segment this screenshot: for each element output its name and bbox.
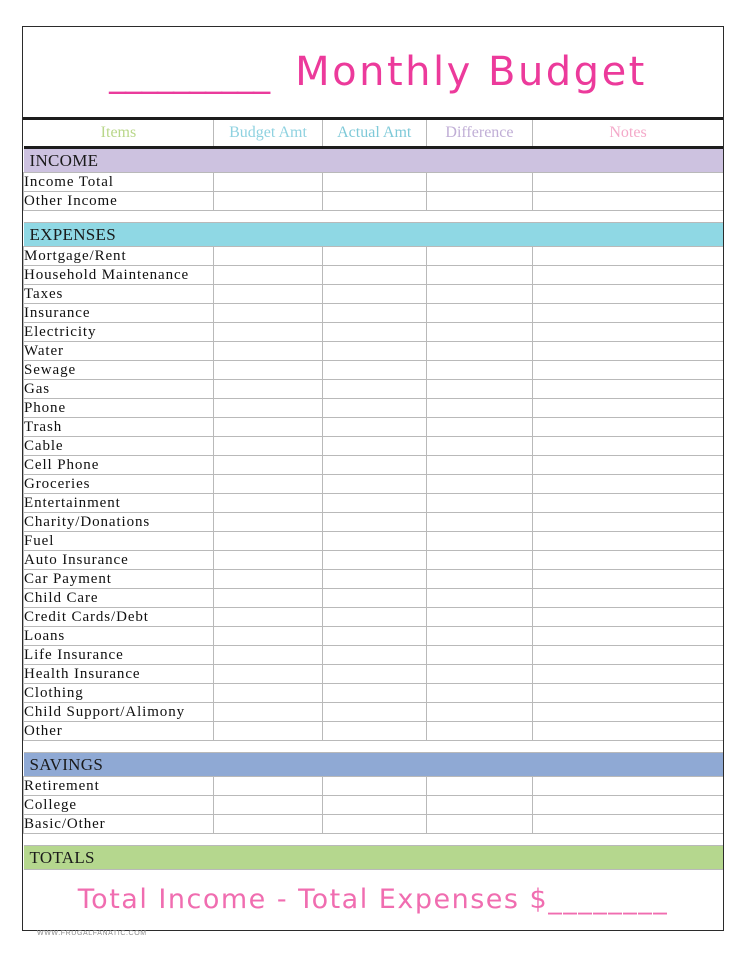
cell-notes[interactable] <box>533 456 723 475</box>
cell-difference[interactable] <box>426 192 532 211</box>
table-row <box>24 513 724 532</box>
table-row <box>24 722 724 741</box>
row-label: Child Support/Alimony <box>24 703 214 722</box>
cell-notes[interactable] <box>533 475 723 494</box>
cell-actual[interactable] <box>322 173 426 192</box>
cell-difference[interactable] <box>426 608 532 627</box>
cell-notes[interactable] <box>533 722 723 741</box>
spacer-cell <box>322 741 426 753</box>
cell-budget[interactable] <box>214 646 322 665</box>
cell-difference[interactable] <box>426 551 532 570</box>
row-label: Mortgage/Rent <box>24 247 214 266</box>
cell-actual[interactable] <box>322 627 426 646</box>
cell-notes[interactable] <box>533 703 723 722</box>
cell-difference[interactable] <box>426 796 532 815</box>
cell-actual[interactable] <box>322 684 426 703</box>
row-label: Water <box>24 342 214 361</box>
cell-difference[interactable] <box>426 304 532 323</box>
cell-budget[interactable] <box>214 192 322 211</box>
table-row <box>24 608 724 627</box>
cell-budget[interactable] <box>214 777 322 796</box>
column-header-items: Items <box>24 120 214 148</box>
cell-budget[interactable] <box>214 796 322 815</box>
row-label: Car Payment <box>24 570 214 589</box>
cell-actual[interactable] <box>322 777 426 796</box>
cell-actual[interactable] <box>322 266 426 285</box>
cell-notes[interactable] <box>533 173 723 192</box>
cell-difference[interactable] <box>426 589 532 608</box>
row-label: Sewage <box>24 361 214 380</box>
section-band-income <box>24 148 724 173</box>
cell-actual[interactable] <box>322 589 426 608</box>
cell-difference[interactable] <box>426 646 532 665</box>
table-header-row <box>24 120 724 148</box>
section-band-cell <box>533 148 723 173</box>
cell-notes[interactable] <box>533 285 723 304</box>
cell-difference[interactable] <box>426 380 532 399</box>
cell-notes[interactable] <box>533 570 723 589</box>
row-label: Loans <box>24 627 214 646</box>
cell-difference[interactable] <box>426 665 532 684</box>
cell-budget[interactable] <box>214 173 322 192</box>
cell-difference[interactable] <box>426 173 532 192</box>
row-label: Credit Cards/Debt <box>24 608 214 627</box>
cell-actual[interactable] <box>322 418 426 437</box>
cell-actual[interactable] <box>322 285 426 304</box>
cell-actual[interactable] <box>322 323 426 342</box>
section-band-cell <box>214 753 322 777</box>
row-label: Auto Insurance <box>24 551 214 570</box>
cell-budget[interactable] <box>214 570 322 589</box>
section-band-cell <box>214 223 322 247</box>
cell-budget[interactable] <box>214 247 322 266</box>
cell-budget[interactable] <box>214 399 322 418</box>
table-row <box>24 627 724 646</box>
row-label: Other <box>24 722 214 741</box>
row-label: Fuel <box>24 532 214 551</box>
cell-difference[interactable] <box>426 777 532 796</box>
cell-actual[interactable] <box>322 456 426 475</box>
cell-budget[interactable] <box>214 722 322 741</box>
table-row <box>24 304 724 323</box>
cell-actual[interactable] <box>322 665 426 684</box>
table-row <box>24 551 724 570</box>
table-row <box>24 437 724 456</box>
table-row <box>24 703 724 722</box>
cell-difference[interactable] <box>426 627 532 646</box>
cell-notes[interactable] <box>533 627 723 646</box>
section-band-cell <box>533 753 723 777</box>
row-label: Electricity <box>24 323 214 342</box>
cell-budget[interactable] <box>214 532 322 551</box>
row-label: Other Income <box>24 192 214 211</box>
table-row <box>24 589 724 608</box>
row-label: Health Insurance <box>24 665 214 684</box>
cell-difference[interactable] <box>426 418 532 437</box>
section-band-cell <box>533 223 723 247</box>
cell-actual[interactable] <box>322 796 426 815</box>
cell-budget[interactable] <box>214 380 322 399</box>
cell-budget[interactable] <box>214 513 322 532</box>
row-label: Cable <box>24 437 214 456</box>
table-row <box>24 247 724 266</box>
cell-notes[interactable] <box>533 796 723 815</box>
cell-actual[interactable] <box>322 494 426 513</box>
row-label: Retirement <box>24 777 214 796</box>
cell-notes[interactable] <box>533 608 723 627</box>
budget-sheet <box>22 26 724 937</box>
cell-budget[interactable] <box>214 684 322 703</box>
cell-budget[interactable] <box>214 361 322 380</box>
section-band-expenses <box>24 223 724 247</box>
cell-actual[interactable] <box>322 513 426 532</box>
cell-notes[interactable] <box>533 380 723 399</box>
row-label: Insurance <box>24 304 214 323</box>
cell-budget[interactable] <box>214 475 322 494</box>
row-label: College <box>24 796 214 815</box>
table-row <box>24 684 724 703</box>
spacer-cell <box>533 741 723 753</box>
spacer-cell <box>214 211 322 223</box>
month-blank-line[interactable]: __________ <box>109 55 270 95</box>
section-band-savings <box>24 753 724 777</box>
row-label: Income Total <box>24 173 214 192</box>
row-label: Charity/Donations <box>24 513 214 532</box>
spacer-cell <box>426 834 532 846</box>
spacer-cell <box>426 741 532 753</box>
section-band-cell <box>214 846 322 870</box>
section-band-cell <box>426 148 532 173</box>
spacer-cell <box>214 741 322 753</box>
table-row <box>24 532 724 551</box>
section-band-totals <box>24 846 724 870</box>
cell-actual[interactable] <box>322 342 426 361</box>
cell-notes[interactable] <box>533 777 723 796</box>
cell-difference[interactable] <box>426 361 532 380</box>
cell-notes[interactable] <box>533 494 723 513</box>
cell-notes[interactable] <box>533 589 723 608</box>
cell-budget[interactable] <box>214 285 322 304</box>
table-row <box>24 173 724 192</box>
table-row <box>24 796 724 815</box>
page-title: Monthly Budget <box>295 49 647 95</box>
section-band-cell <box>322 148 426 173</box>
cell-notes[interactable] <box>533 513 723 532</box>
cell-notes[interactable] <box>533 361 723 380</box>
cell-budget[interactable] <box>214 703 322 722</box>
row-label: Life Insurance <box>24 646 214 665</box>
cell-notes[interactable] <box>533 532 723 551</box>
title-row <box>23 27 723 120</box>
budget-table <box>23 120 723 870</box>
row-label: Basic/Other <box>24 815 214 834</box>
table-row <box>24 266 724 285</box>
section-band-cell <box>426 753 532 777</box>
spacer-cell <box>533 211 723 223</box>
cell-budget[interactable] <box>214 418 322 437</box>
cell-notes[interactable] <box>533 551 723 570</box>
cell-actual[interactable] <box>322 646 426 665</box>
row-label: Entertainment <box>24 494 214 513</box>
cell-difference[interactable] <box>426 684 532 703</box>
table-row <box>24 494 724 513</box>
row-spacer <box>24 834 724 846</box>
section-title-savings: SAVINGS <box>24 753 214 777</box>
cell-budget[interactable] <box>214 437 322 456</box>
cell-notes[interactable] <box>533 399 723 418</box>
spacer-cell <box>322 834 426 846</box>
cell-difference[interactable] <box>426 342 532 361</box>
totals-formula[interactable]: Total Income - Total Expenses $________ <box>77 884 669 915</box>
site-credit: WWW.FRUGALFANATIC.COM <box>37 930 147 937</box>
column-header-notes: Notes <box>533 120 723 148</box>
table-row <box>24 646 724 665</box>
cell-difference[interactable] <box>426 815 532 834</box>
cell-difference[interactable] <box>426 437 532 456</box>
cell-actual[interactable] <box>322 304 426 323</box>
spacer-cell <box>426 211 532 223</box>
cell-budget[interactable] <box>214 323 322 342</box>
cell-actual[interactable] <box>322 361 426 380</box>
cell-budget[interactable] <box>214 304 322 323</box>
column-header-budget: Budget Amt <box>214 120 322 148</box>
row-label: Phone <box>24 399 214 418</box>
cell-actual[interactable] <box>322 608 426 627</box>
section-band-cell <box>533 846 723 870</box>
cell-budget[interactable] <box>214 608 322 627</box>
section-band-cell <box>214 148 322 173</box>
table-row <box>24 777 724 796</box>
cell-budget[interactable] <box>214 627 322 646</box>
cell-difference[interactable] <box>426 722 532 741</box>
table-row <box>24 570 724 589</box>
row-label: Household Maintenance <box>24 266 214 285</box>
row-label: Cell Phone <box>24 456 214 475</box>
cell-budget[interactable] <box>214 494 322 513</box>
column-header-actual: Actual Amt <box>322 120 426 148</box>
spacer-cell <box>214 834 322 846</box>
table-row <box>24 418 724 437</box>
cell-notes[interactable] <box>533 646 723 665</box>
section-band-cell <box>426 846 532 870</box>
section-title-expenses: EXPENSES <box>24 223 214 247</box>
cell-actual[interactable] <box>322 703 426 722</box>
table-row <box>24 342 724 361</box>
cell-difference[interactable] <box>426 475 532 494</box>
table-row <box>24 323 724 342</box>
row-label: Taxes <box>24 285 214 304</box>
section-band-cell <box>322 753 426 777</box>
cell-notes[interactable] <box>533 437 723 456</box>
section-title-totals: TOTALS <box>24 846 214 870</box>
cell-difference[interactable] <box>426 266 532 285</box>
cell-actual[interactable] <box>322 815 426 834</box>
cell-actual[interactable] <box>322 192 426 211</box>
table-row <box>24 665 724 684</box>
cell-budget[interactable] <box>214 266 322 285</box>
cell-difference[interactable] <box>426 399 532 418</box>
cell-difference[interactable] <box>426 456 532 475</box>
cell-difference[interactable] <box>426 285 532 304</box>
table-row <box>24 815 724 834</box>
table-row <box>24 192 724 211</box>
cell-notes[interactable] <box>533 247 723 266</box>
cell-budget[interactable] <box>214 665 322 684</box>
row-label: Trash <box>24 418 214 437</box>
cell-notes[interactable] <box>533 815 723 834</box>
cell-actual[interactable] <box>322 380 426 399</box>
cell-actual[interactable] <box>322 475 426 494</box>
spacer-cell <box>24 741 214 753</box>
cell-difference[interactable] <box>426 247 532 266</box>
table-row <box>24 456 724 475</box>
cell-budget[interactable] <box>214 589 322 608</box>
table-row <box>24 285 724 304</box>
cell-difference[interactable] <box>426 513 532 532</box>
section-band-cell <box>322 846 426 870</box>
row-label: Child Care <box>24 589 214 608</box>
row-spacer <box>24 211 724 223</box>
cell-notes[interactable] <box>533 323 723 342</box>
cell-difference[interactable] <box>426 323 532 342</box>
row-label: Gas <box>24 380 214 399</box>
cell-difference[interactable] <box>426 703 532 722</box>
cell-notes[interactable] <box>533 684 723 703</box>
cell-notes[interactable] <box>533 192 723 211</box>
column-header-difference: Difference <box>426 120 532 148</box>
cell-actual[interactable] <box>322 247 426 266</box>
spacer-cell <box>24 211 214 223</box>
cell-notes[interactable] <box>533 342 723 361</box>
cell-actual[interactable] <box>322 437 426 456</box>
cell-difference[interactable] <box>426 532 532 551</box>
cell-budget[interactable] <box>214 342 322 361</box>
row-label: Clothing <box>24 684 214 703</box>
cell-notes[interactable] <box>533 266 723 285</box>
cell-notes[interactable] <box>533 665 723 684</box>
cell-actual[interactable] <box>322 551 426 570</box>
section-band-cell <box>322 223 426 247</box>
spacer-cell <box>533 834 723 846</box>
table-row <box>24 399 724 418</box>
cell-actual[interactable] <box>322 532 426 551</box>
cell-budget[interactable] <box>214 815 322 834</box>
cell-actual[interactable] <box>322 399 426 418</box>
spacer-cell <box>24 834 214 846</box>
spacer-cell <box>322 211 426 223</box>
cell-difference[interactable] <box>426 570 532 589</box>
cell-difference[interactable] <box>426 494 532 513</box>
cell-actual[interactable] <box>322 722 426 741</box>
cell-budget[interactable] <box>214 551 322 570</box>
cell-budget[interactable] <box>214 456 322 475</box>
table-row <box>24 475 724 494</box>
cell-notes[interactable] <box>533 304 723 323</box>
row-spacer <box>24 741 724 753</box>
cell-actual[interactable] <box>322 570 426 589</box>
totals-footer <box>23 870 723 946</box>
cell-notes[interactable] <box>533 418 723 437</box>
section-band-cell <box>426 223 532 247</box>
table-row <box>24 361 724 380</box>
section-title-income: INCOME <box>24 148 214 173</box>
row-label: Groceries <box>24 475 214 494</box>
table-row <box>24 380 724 399</box>
